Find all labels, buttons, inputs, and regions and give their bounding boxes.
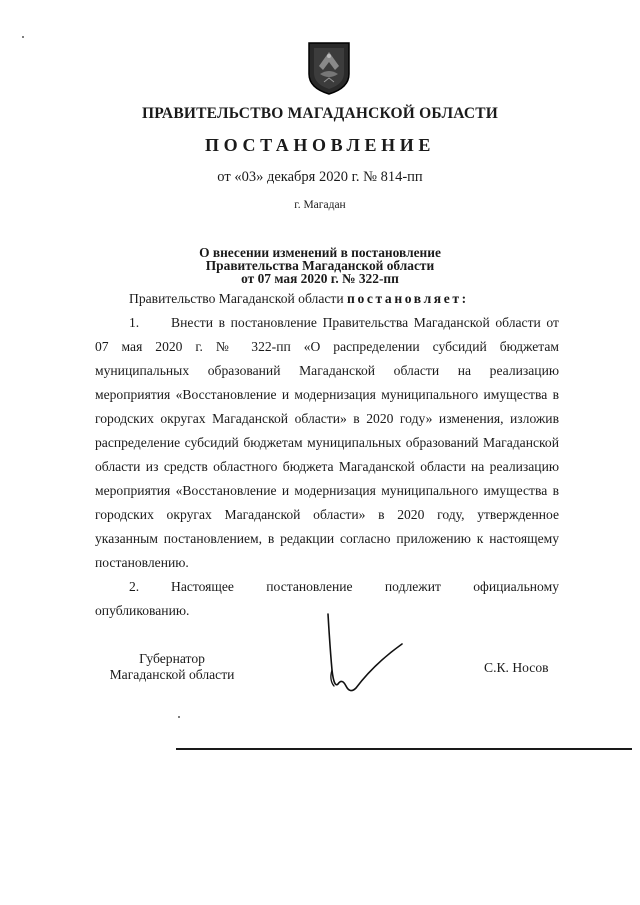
organization-title: ПРАВИТЕЛЬСТВО МАГАДАНСКОЙ ОБЛАСТИ: [141, 105, 499, 122]
bottom-rule: [176, 748, 632, 750]
paragraph-number: 2.: [129, 579, 140, 594]
document-subject: [0, 246, 640, 285]
position-line: Губернатор: [139, 651, 205, 666]
document-place: г. Магадан: [294, 199, 346, 211]
document-date-number: от «03» декабря 2020 г. № 814-пп: [217, 169, 423, 185]
document-body: [95, 287, 559, 623]
scan-speck: [178, 716, 180, 718]
position-line: Магаданской области: [109, 667, 235, 682]
paragraph-number: 1.: [129, 315, 140, 330]
intro-paragraph: [95, 287, 559, 311]
intro-text: Правительство Магаданской области: [129, 291, 344, 306]
signatory-position: [97, 651, 247, 683]
subject-line: Правительства Магаданской области: [205, 258, 435, 273]
subject-line: О внесении изменений в постановление: [199, 245, 441, 260]
numbered-paragraph: [95, 311, 559, 575]
paragraph-text: Настоящее постановление подлежит официальному опубликованию.: [95, 579, 559, 618]
document-type-heading: ПОСТАНОВЛЕНИЕ: [205, 135, 435, 155]
resolve-word: постановляет:: [347, 291, 469, 306]
scan-speck: [22, 36, 24, 38]
magadan-coat-of-arms-icon: [306, 40, 352, 96]
handwritten-signature-icon: [318, 608, 408, 708]
subject-line: от 07 мая 2020 г. № 322-пп: [241, 271, 399, 286]
signatory-name: С.К. Носов: [484, 660, 549, 675]
paragraph-text: Внести в постановление Правительства Магаданской области от 07 мая 2020 г. № 322-пп «О распределении субсидий бюджетам муниципальных образований Магаданской области на реализацию мероприятия «Восстановление и модернизация муниципального имущества в городских округах Магаданской области» в 2020 году» изменения, изложив распределение субсидий бюджетам муниципальных образований Магаданской области из средств областного бюджета Магаданской области на реализацию мероприятия «Восстановление и модернизация муниципального имущества в городских округах Магаданской области» в 2020 году, утвержденное указанным постановлением, в редакции согласно приложению к настоящему постановлению.: [95, 315, 559, 570]
